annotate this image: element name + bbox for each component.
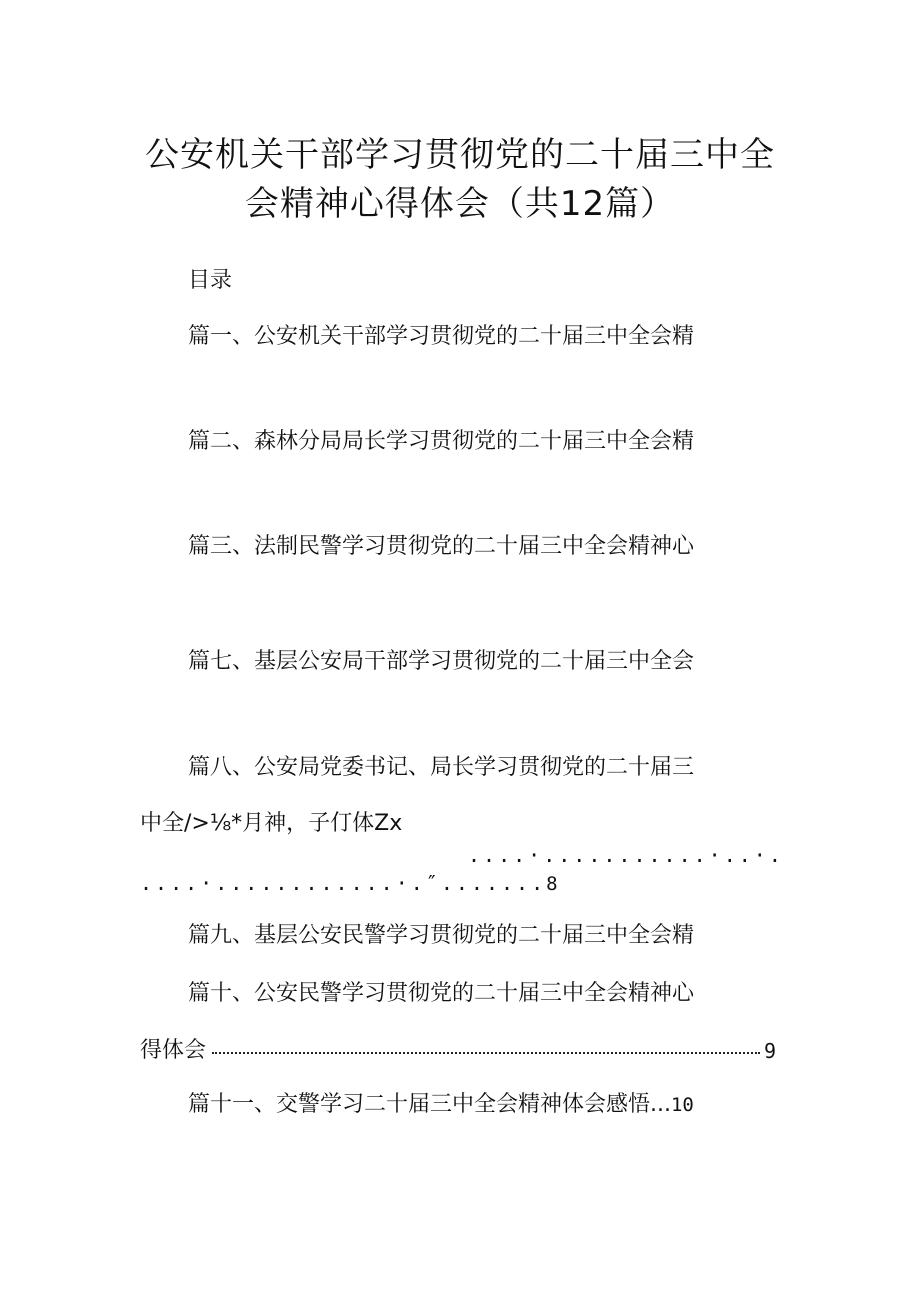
toc-entry-8[interactable] — [188, 1090, 694, 1120]
toc-entry-7-page-number: 9 — [764, 1039, 777, 1063]
toc-entry-7-continuation: 得体会 — [140, 1038, 207, 1063]
toc-entry-5-page-number: 8 — [546, 873, 561, 895]
toc-entry-1[interactable]: 篇一、公安机关干部学习贯彻党的二十届三中全会精 — [188, 324, 695, 349]
document-title-line-2: 会精神心得体会（共12篇） — [244, 184, 676, 224]
toc-entry-6[interactable]: 篇九、基层公安民警学习贯彻党的二十届三中全会精 — [188, 923, 695, 948]
document-title-line-1: 公安机关干部学习贯彻党的二十届三中全 — [145, 135, 775, 175]
toc-entry-8-text: 篇十一、交警学习二十届三中全会精神体会感悟... — [188, 1092, 671, 1117]
toc-entry-5-continuation: 中全/>⅛*月神，子仃体Zx — [140, 811, 403, 836]
toc-entry-5-leader-dots-1: ....·...........·..·. — [468, 843, 784, 867]
toc-entry-7[interactable]: 篇十、公安民警学习贯彻党的二十届三中全会精神心 — [188, 981, 695, 1006]
toc-heading: 目录 — [188, 268, 233, 293]
toc-entry-8-page-number: 10 — [670, 1094, 694, 1116]
toc-entry-4[interactable]: 篇七、基层公安局干部学习贯彻党的二十届三中全会 — [188, 649, 695, 674]
toc-entry-2[interactable]: 篇二、森林分局局长学习贯彻党的二十届三中全会精 — [188, 429, 695, 454]
toc-entry-5[interactable]: 篇八、公安局党委书记、局长学习贯彻党的二十届三 — [188, 755, 695, 780]
toc-entry-7-leader-dots — [212, 1052, 760, 1054]
toc-entry-3[interactable]: 篇三、法制民警学习贯彻党的二十届三中全会精神心 — [188, 534, 695, 559]
toc-entry-5-leader-dots-2 — [140, 870, 561, 897]
toc-entry-5-dots-text: ....·............·.″....... — [140, 871, 547, 895]
